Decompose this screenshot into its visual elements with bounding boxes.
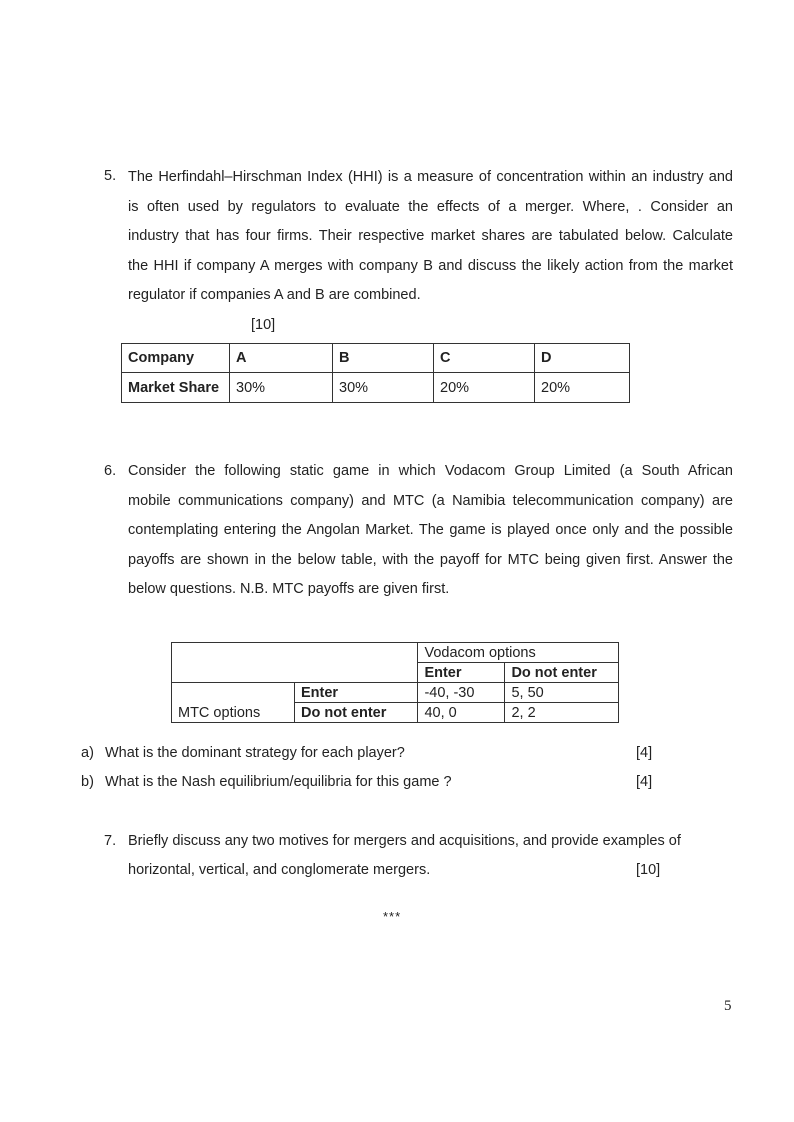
question-text xyxy=(128,163,733,311)
table-header-cell: B xyxy=(333,344,434,373)
table-cell: 30% xyxy=(333,373,434,403)
table-row xyxy=(122,373,630,403)
question-number: 6. xyxy=(104,463,117,479)
market-share-table xyxy=(121,343,630,403)
question-text-line: Briefly discuss any two motives for mergers and acquisitions, and provide examples of xyxy=(128,833,681,849)
table-row xyxy=(122,344,630,373)
table-row xyxy=(172,683,619,703)
table-cell: Market Share xyxy=(122,373,230,403)
table-cell: 30% xyxy=(230,373,333,403)
text-line: below questions. N.B. MTC payoffs are given first. xyxy=(128,581,450,597)
text-line: industry that has four firms. Their respective market shares are tabulated below. Calculate xyxy=(128,228,733,244)
column-option-label: Enter xyxy=(418,663,505,683)
end-marker: *** xyxy=(383,909,402,924)
text-line: Consider the following static game in which Vodacom Group Limited (a South African xyxy=(128,463,733,479)
subquestion-label: b) xyxy=(81,774,94,790)
payoff-matrix-table xyxy=(171,642,619,723)
empty-corner-cell xyxy=(172,643,418,683)
question-number: 7. xyxy=(104,833,117,849)
subquestion-text: What is the Nash equilibrium/equilibria for this game ? xyxy=(105,774,452,790)
column-option-label: Do not enter xyxy=(505,663,619,683)
text-line: The Herfindahl–Hirschman Index (HHI) is a measure of concentration within an industry and xyxy=(128,169,733,185)
row-player-label: MTC options xyxy=(172,683,295,723)
table-cell: 20% xyxy=(535,373,630,403)
payoff-cell: 5, 50 xyxy=(505,683,619,703)
marks: [4] xyxy=(636,745,653,761)
subquestion-label: a) xyxy=(81,745,94,761)
subquestion-text: What is the dominant strategy for each player? xyxy=(105,745,405,761)
table-header-cell: Company xyxy=(122,344,230,373)
question-number: 5. xyxy=(104,168,117,184)
row-option-label: Do not enter xyxy=(295,703,418,723)
table-header-cell: D xyxy=(535,344,630,373)
table-cell: 20% xyxy=(434,373,535,403)
text-line: contemplating entering the Angolan Market. The game is played once only and the possible xyxy=(128,522,733,538)
payoff-cell: 2, 2 xyxy=(505,703,619,723)
marks: [10] xyxy=(636,862,661,878)
text-line: mobile communications company) and MTC (a Namibia telecommunication company) are xyxy=(128,492,733,509)
marks: [4] xyxy=(636,774,653,790)
question-text-line: horizontal, vertical, and conglomerate mergers. xyxy=(128,862,431,878)
page-number: 5 xyxy=(724,998,732,1014)
text-line: payoffs are shown in the below table, with the payoff for MTC being given first. Answer the xyxy=(128,551,733,568)
table-header-cell: A xyxy=(230,344,333,373)
column-player-label: Vodacom options xyxy=(418,643,619,663)
table-header-cell: C xyxy=(434,344,535,373)
text-line: is often used by regulators to evaluate the effects of a merger. Where, . Consider an xyxy=(128,198,733,215)
row-option-label: Enter xyxy=(295,683,418,703)
payoff-cell: -40, -30 xyxy=(418,683,505,703)
marks: [10] xyxy=(251,317,276,333)
table-row xyxy=(172,643,619,663)
text-line: regulator if companies A and B are combined. xyxy=(128,287,421,303)
payoff-cell: 40, 0 xyxy=(418,703,505,723)
text-line: the HHI if company A merges with company B and discuss the likely action from the market xyxy=(128,257,733,274)
question-text xyxy=(128,457,733,605)
